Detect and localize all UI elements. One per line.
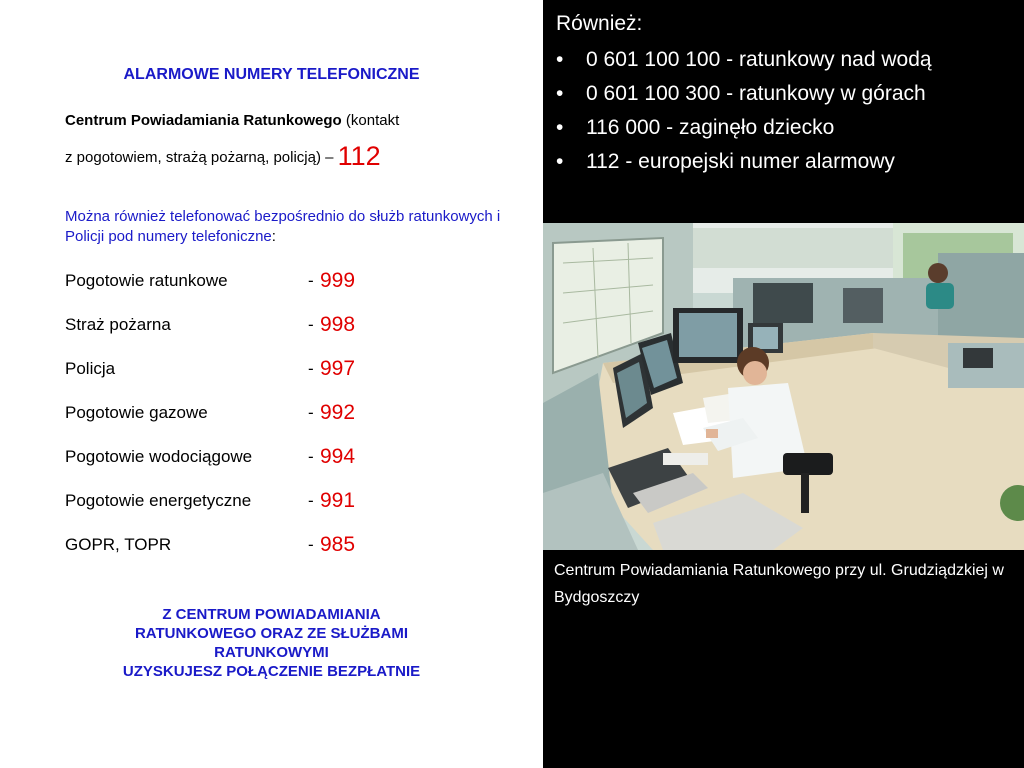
service-row (65, 398, 525, 426)
cpr-contact-open: (kontakt (341, 112, 400, 129)
bullet-icon: • (556, 48, 564, 71)
cpr-description-line2 (65, 138, 381, 169)
free-connection-line: UZYSKUJESZ POŁĄCZENIE BEZPŁATNIE (122, 663, 421, 680)
list-item (556, 113, 932, 147)
bullet-icon: • (556, 150, 564, 173)
service-dash: - (308, 535, 314, 554)
service-row (65, 310, 525, 338)
service-row (65, 354, 525, 382)
list-item-text: 0 601 100 300 - ratunkowy w górach (586, 82, 926, 105)
cpr-contact-text: z pogotowiem, strażą pożarną, policją) – (65, 149, 338, 166)
free-connection-line: RATUNKOWEGO ORAZ ZE SŁUŻBAMI (134, 625, 409, 642)
service-dash: - (308, 359, 314, 378)
service-number: 994 (320, 445, 356, 468)
service-number: 985 (320, 533, 356, 556)
service-dash: - (308, 447, 314, 466)
service-dash: - (308, 315, 314, 334)
list-item-text: 116 000 - zaginęło dziecko (586, 116, 835, 139)
service-dash: - (308, 491, 314, 510)
service-dash: - (308, 403, 314, 422)
direct-call-note-text: Można również telefonować bezpośrednio do służb ratunkowych i Policji pod numery telefoniczne (65, 208, 501, 245)
list-item (556, 79, 932, 113)
service-row (65, 266, 525, 294)
bullet-icon: • (556, 116, 564, 139)
list-item (556, 147, 932, 181)
bullet-icon: • (556, 82, 564, 105)
service-dash: - (308, 271, 314, 290)
free-connection-note (0, 605, 543, 681)
service-row (65, 486, 525, 514)
service-name: Straż pożarna (65, 315, 171, 334)
also-title: Również: (556, 12, 643, 35)
cpr-number: 112 (337, 141, 381, 171)
service-number: 998 (320, 313, 356, 336)
service-name: Pogotowie energetyczne (65, 491, 252, 510)
service-name: Pogotowie wodociągowe (65, 447, 253, 466)
service-number: 991 (320, 489, 356, 512)
service-name: Pogotowie gazowe (65, 403, 208, 422)
page-title: ALARMOWE NUMERY TELEFONICZNE (123, 66, 420, 83)
service-row (65, 442, 525, 470)
photo-caption: Centrum Powiadamiania Ratunkowego przy ul. Grudziądzkiej w Bydgoszczy (554, 562, 1004, 606)
free-connection-line: Z CENTRUM POWIADAMIANIA (162, 606, 381, 623)
service-name: Pogotowie ratunkowe (65, 271, 228, 290)
service-number: 997 (320, 357, 356, 380)
list-item-text: 0 601 100 100 - ratunkowy nad wodą (586, 48, 932, 71)
service-name: GOPR, TOPR (65, 535, 172, 554)
cpr-name: Centrum Powiadamiania Ratunkowego (65, 112, 342, 129)
direct-call-note (65, 207, 525, 247)
list-item-text: 112 - europejski numer alarmowy (586, 150, 895, 173)
service-row (65, 530, 525, 558)
free-connection-line: RATUNKOWYMI (214, 644, 329, 661)
list-item (556, 45, 932, 79)
call-center-photo (543, 223, 1024, 550)
direct-call-note-colon: : (271, 228, 276, 245)
service-number: 992 (320, 401, 356, 424)
service-name: Policja (65, 359, 116, 378)
cpr-description-line1 (65, 112, 399, 129)
additional-numbers-list (556, 45, 932, 181)
service-number: 999 (320, 269, 356, 292)
